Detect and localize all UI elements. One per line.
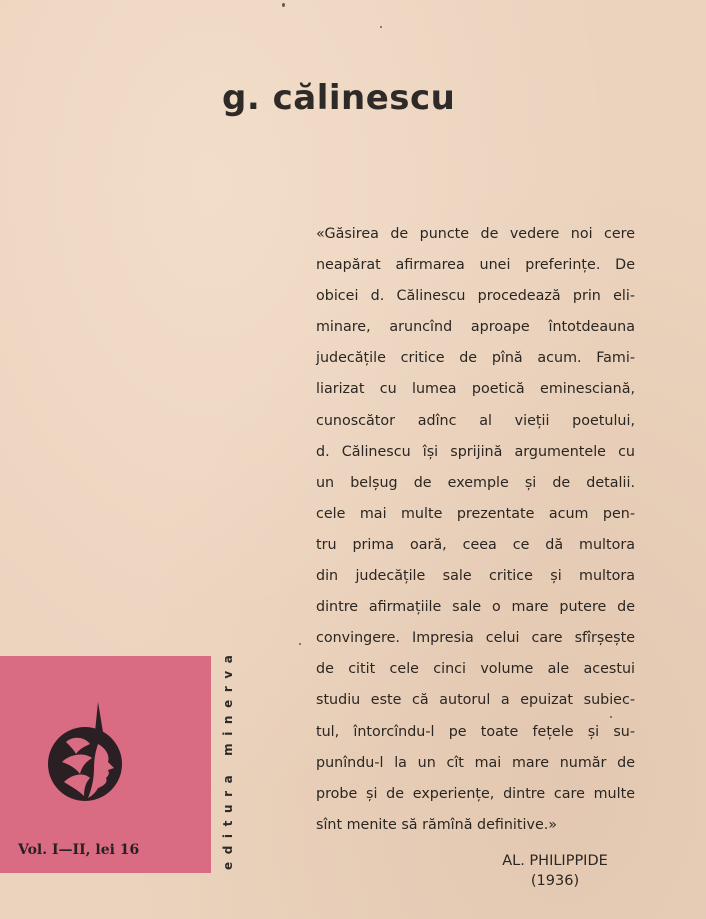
critic-quote [316,219,635,841]
volume-price: Vol. I—II, lei 16 [18,842,140,858]
quote-line: din judecățile sale critice și multora [316,568,635,585]
quote-line: probe și de experiențe, dintre care multe [316,785,635,802]
paper-speck [282,3,285,7]
quote-line: minare, aruncînd aproape întotdeauna [316,319,635,336]
quote-line: un belșug de exemple și de detalii. [316,474,635,491]
quote-line: «Găsirea de puncte de vedere noi cere [316,226,635,242]
quote-line: tul, întorcîndu-l pe toate fețele și su- [316,723,635,740]
paper-speck [380,26,382,28]
paper-speck [610,716,612,718]
quote-line: cele mai multe prezentate acum pen- [316,505,635,522]
quote-line: liarizat cu lumea poetică eminesciană, [316,381,635,398]
quote-line: convingere. Impresia celui care sfîrșește [316,630,635,647]
quote-line: dintre afirmațiile sale o mare putere de [316,599,635,616]
publisher-name: editura minerva [221,647,235,870]
quote-signature [480,851,630,891]
quote-line: punîndu-l la un cît mai mare număr de [316,754,635,771]
signature-year: (1936) [530,873,580,889]
quote-line: cunoscător adînc al vieții poetului, [316,412,635,429]
paper-speck [299,643,301,645]
minerva-profile-logo-icon [40,692,136,812]
author-name: g. călinescu [222,78,456,118]
quote-line: d. Călinescu își sprijină argumentele cu [316,443,635,460]
signature-name: AL. PHILIPPIDE [502,853,608,869]
quote-line: studiu este că autorul a epuizat subiec- [316,692,635,709]
quote-line: sînt menite să rămînă definitive.» [316,816,558,833]
quote-line: neapărat afirmarea unei preferințe. De [316,257,635,274]
publisher-panel [0,656,211,873]
quote-line: tru prima oară, ceea ce dă multora [316,536,635,553]
quote-line: de citit cele cinci volume ale acestui [316,661,635,678]
quote-line: obicei d. Călinescu procedează prin eli- [316,288,635,305]
quote-line: judecățile critice de pînă acum. Fami- [316,350,635,367]
